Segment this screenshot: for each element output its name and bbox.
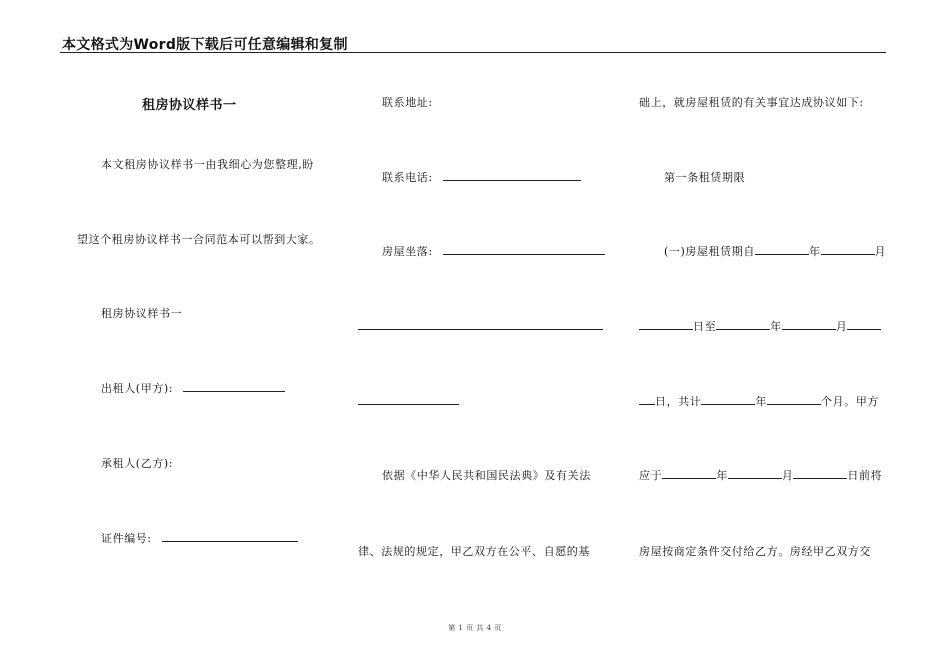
id-number-label: 证件编号: <box>101 532 152 545</box>
intro-line-1: 本文租房协议样书一由我细心为您整理,盼 <box>101 158 314 171</box>
day-total-label: 日，共计 <box>655 395 702 408</box>
end-month-blank <box>782 318 836 330</box>
year-label: 年 <box>755 395 768 408</box>
tenant-label: 承租人(乙方): <box>101 457 174 470</box>
header-divider <box>60 52 886 53</box>
month-label: 月 <box>874 245 887 258</box>
year-label: 年 <box>808 245 821 258</box>
address-label: 联系地址: <box>382 96 433 109</box>
end-year-blank <box>716 318 770 330</box>
location-field <box>382 243 605 259</box>
id-number-field <box>101 530 298 546</box>
page-number: 第 1 页 共 4 页 <box>448 624 502 632</box>
article-1-heading: 第一条租赁期限 <box>664 171 746 184</box>
day-to-label: 日至 <box>693 320 717 333</box>
basis-line-2: 律、法规的规定，甲乙双方在公平、自愿的基 <box>358 545 590 558</box>
term-start-line <box>664 243 886 259</box>
start-day-blank <box>639 318 693 330</box>
year-label: 年 <box>716 469 728 482</box>
location-blank <box>443 243 605 255</box>
handover-year-blank <box>662 467 716 479</box>
end-day-blank-2 <box>639 393 655 405</box>
handover-day-blank <box>793 467 847 479</box>
landlord-field <box>101 380 285 396</box>
total-year-blank <box>701 393 755 405</box>
id-number-blank <box>162 530 298 542</box>
term-end-line <box>639 318 881 334</box>
landlord-label: 出租人(甲方): <box>101 382 174 395</box>
intro-line-2: 望这个租房协议样书一合同范本可以帮到大家。 <box>77 233 321 246</box>
year-label: 年 <box>770 320 782 333</box>
landlord-blank <box>183 380 285 392</box>
contract-subtitle: 租房协议样书一 <box>101 307 183 320</box>
agreement-line: 础上，就房屋租赁的有关事宜达成协议如下: <box>639 96 864 109</box>
handover-date-line <box>639 467 882 483</box>
document-title: 租房协议样书一 <box>142 98 237 113</box>
handover-terms-line: 房屋按商定条件交付给乙方。房经甲乙双方交 <box>639 545 871 558</box>
month-label: 月 <box>835 320 848 333</box>
term-start-label: (一)房屋租赁期自 <box>664 245 755 258</box>
document-header: 本文格式为Word版下载后可任意编辑和复制 <box>62 37 348 53</box>
month-label: 月 <box>781 469 794 482</box>
start-year-blank <box>755 243 809 255</box>
location-label: 房屋坐落: <box>382 245 433 258</box>
phone-blank <box>443 169 581 181</box>
handover-month-blank <box>728 467 782 479</box>
phone-label: 联系电话: <box>382 171 433 184</box>
phone-field <box>382 169 581 185</box>
basis-line-1: 依据《中华人民共和国民法典》及有关法 <box>382 469 591 482</box>
total-months-blank <box>767 393 821 405</box>
should-on-label: 应于 <box>639 469 663 482</box>
term-total-line <box>639 393 879 409</box>
months-label: 个月。甲方 <box>821 395 880 408</box>
start-month-blank <box>821 243 875 255</box>
location-blank-line-3 <box>358 404 459 405</box>
end-day-blank <box>847 318 881 330</box>
location-blank-line-2 <box>358 329 603 330</box>
day-before-label: 日前将 <box>847 469 883 482</box>
